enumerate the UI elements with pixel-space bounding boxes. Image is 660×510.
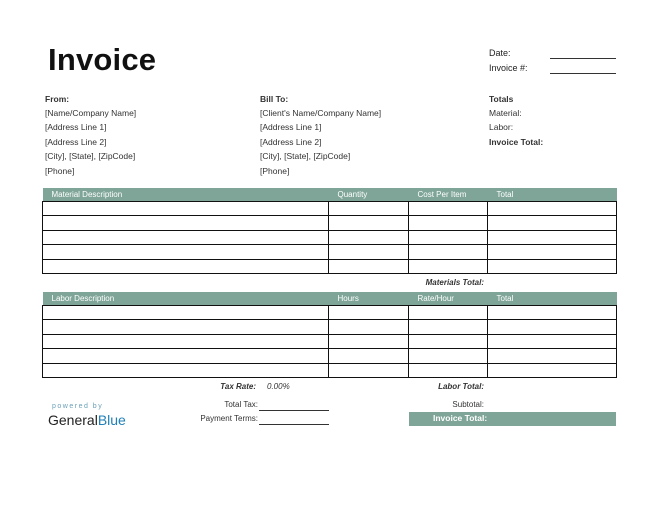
payment-terms-label: Payment Terms: xyxy=(200,414,258,423)
table-cell[interactable] xyxy=(329,201,409,216)
table-row xyxy=(43,230,617,245)
column-header: Cost Per Item xyxy=(409,188,488,201)
table-cell[interactable] xyxy=(43,334,329,349)
table-cell[interactable] xyxy=(43,363,329,378)
table-cell[interactable] xyxy=(43,305,329,320)
table-cell[interactable] xyxy=(43,349,329,364)
table-row xyxy=(43,349,617,364)
table-row xyxy=(43,259,617,274)
table-cell[interactable] xyxy=(409,320,488,335)
table-cell[interactable] xyxy=(488,201,617,216)
bill-to-heading: Bill To: xyxy=(260,94,289,104)
invoice-number-label: Invoice #: xyxy=(489,63,528,73)
table-cell[interactable] xyxy=(409,349,488,364)
materials-total-label: Materials Total: xyxy=(425,278,484,287)
brand-name-part2: Blue xyxy=(97,412,126,428)
table-cell[interactable] xyxy=(488,320,617,335)
column-header: Total xyxy=(488,188,617,201)
total-tax-field[interactable] xyxy=(259,410,329,411)
table-cell[interactable] xyxy=(43,216,329,231)
labor-total-label: Labor Total: xyxy=(438,382,484,391)
from-line[interactable]: [Name/Company Name] xyxy=(45,108,137,118)
table-row xyxy=(43,245,617,260)
table-cell[interactable] xyxy=(488,349,617,364)
table-cell[interactable] xyxy=(409,363,488,378)
table-cell[interactable] xyxy=(43,259,329,274)
table-cell[interactable] xyxy=(43,245,329,260)
table-cell[interactable] xyxy=(488,216,617,231)
column-header: Total xyxy=(488,292,617,305)
from-line[interactable]: [Address Line 2] xyxy=(45,137,107,147)
from-line[interactable]: [City], [State], [ZipCode] xyxy=(45,151,136,161)
table-cell[interactable] xyxy=(409,201,488,216)
powered-by-text: powered by xyxy=(52,403,104,410)
column-header: Hours xyxy=(329,292,409,305)
invoice-total-bar-label: Invoice Total: xyxy=(433,413,488,423)
table-cell[interactable] xyxy=(329,320,409,335)
table-cell[interactable] xyxy=(488,245,617,260)
table-cell[interactable] xyxy=(329,363,409,378)
date-field[interactable] xyxy=(550,58,616,59)
table-cell[interactable] xyxy=(43,201,329,216)
table-cell[interactable] xyxy=(488,259,617,274)
table-row xyxy=(43,334,617,349)
brand-name-part1: General xyxy=(48,412,98,428)
table-cell[interactable] xyxy=(329,349,409,364)
from-line[interactable]: [Address Line 1] xyxy=(45,122,107,132)
date-label: Date: xyxy=(489,48,511,58)
table-cell[interactable] xyxy=(409,245,488,260)
tax-rate-value[interactable]: 0.00% xyxy=(267,382,290,391)
bill-to-line[interactable]: [Client's Name/Company Name] xyxy=(260,108,382,118)
invoice-total-label: Invoice Total: xyxy=(489,137,544,147)
table-cell[interactable] xyxy=(409,305,488,320)
payment-terms-field[interactable] xyxy=(259,424,329,425)
table-cell[interactable] xyxy=(329,305,409,320)
from-heading: From: xyxy=(45,94,70,104)
column-header: Quantity xyxy=(329,188,409,201)
material-total-label: Material: xyxy=(489,108,522,118)
totals-heading: Totals xyxy=(489,94,514,104)
table-cell[interactable] xyxy=(488,305,617,320)
table-row xyxy=(43,305,617,320)
table-cell[interactable] xyxy=(409,259,488,274)
bill-to-line[interactable]: [City], [State], [ZipCode] xyxy=(260,151,351,161)
column-header: Labor Description xyxy=(43,292,329,305)
table-cell[interactable] xyxy=(488,230,617,245)
bill-to-line[interactable]: [Phone] xyxy=(260,166,290,176)
table-row xyxy=(43,201,617,216)
table-cell[interactable] xyxy=(43,320,329,335)
invoice-total-bar xyxy=(409,412,616,426)
labor-header-row xyxy=(43,292,617,305)
bill-to-line[interactable]: [Address Line 1] xyxy=(260,122,322,132)
column-header: Rate/Hour xyxy=(409,292,488,305)
from-line[interactable]: [Phone] xyxy=(45,166,75,176)
generalblue-logo[interactable] xyxy=(48,412,126,428)
table-cell[interactable] xyxy=(409,230,488,245)
table-cell[interactable] xyxy=(329,245,409,260)
table-cell[interactable] xyxy=(329,216,409,231)
subtotal-label: Subtotal: xyxy=(452,400,484,409)
total-tax-label: Total Tax: xyxy=(224,400,258,409)
labor-table xyxy=(42,292,617,378)
table-cell[interactable] xyxy=(409,334,488,349)
table-cell[interactable] xyxy=(43,230,329,245)
invoice-title: Invoice xyxy=(48,42,157,77)
table-row xyxy=(43,320,617,335)
invoice-number-field[interactable] xyxy=(550,73,616,74)
table-cell[interactable] xyxy=(488,363,617,378)
labor-total-label: Labor: xyxy=(489,122,514,132)
table-cell[interactable] xyxy=(409,216,488,231)
column-header: Material Description xyxy=(43,188,329,201)
materials-header-row xyxy=(43,188,617,201)
bill-to-line[interactable]: [Address Line 2] xyxy=(260,137,322,147)
table-cell[interactable] xyxy=(329,230,409,245)
materials-table xyxy=(42,188,617,274)
table-row xyxy=(43,216,617,231)
table-row xyxy=(43,363,617,378)
table-cell[interactable] xyxy=(329,259,409,274)
tax-rate-label: Tax Rate: xyxy=(220,382,256,391)
table-cell[interactable] xyxy=(329,334,409,349)
table-cell[interactable] xyxy=(488,334,617,349)
